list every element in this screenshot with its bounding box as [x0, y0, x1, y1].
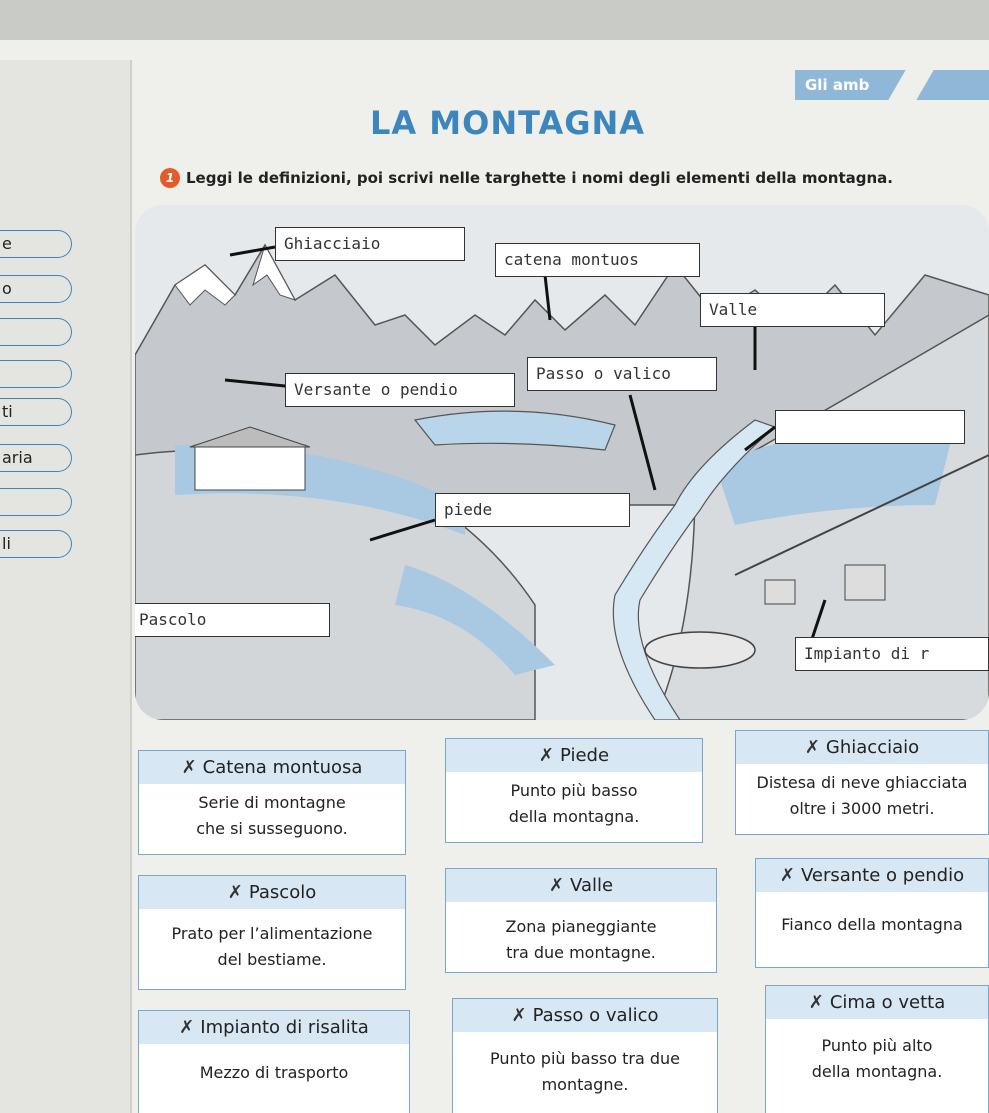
- card-line: montagne.: [541, 1075, 629, 1094]
- cross-mark-icon: ✗: [179, 1017, 195, 1038]
- exercise-number-badge: 1: [160, 168, 180, 188]
- card-title: Passo o valico: [532, 1005, 659, 1026]
- card-title: Pascolo: [248, 882, 317, 903]
- cross-mark-icon: ✗: [548, 875, 565, 896]
- card-line: Distesa di neve ghiacciata: [756, 773, 968, 792]
- cross-mark-icon: ✗: [804, 737, 820, 758]
- definition-card: [452, 998, 718, 1113]
- section-tab: Gli amb: [795, 70, 989, 100]
- label-impianto-di-risalita[interactable]: Impianto di r: [795, 637, 989, 671]
- cross-mark-icon: ✗: [808, 992, 824, 1013]
- label-valle[interactable]: Valle: [700, 293, 885, 327]
- card-line: Punto più basso tra due: [489, 1049, 680, 1068]
- cross-mark-icon: ✗: [511, 1005, 527, 1026]
- definition-card: [138, 750, 406, 855]
- card-line: della montagna.: [811, 1062, 943, 1081]
- left-page-edge: [0, 60, 132, 1113]
- definition-card: [735, 730, 989, 835]
- card-line: tra due montagne.: [506, 943, 656, 962]
- card-title: Piede: [560, 745, 610, 766]
- card-line: oltre i 3000 metri.: [789, 799, 935, 818]
- card-title: Impianto di risalita: [200, 1017, 369, 1038]
- left-fragment: e: [0, 230, 72, 258]
- card-line: Zona pianeggiante: [505, 917, 657, 936]
- label-versante-o-pendio[interactable]: Versante o pendio: [285, 373, 515, 407]
- cross-mark-icon: ✗: [181, 757, 197, 778]
- definition-card: [765, 985, 989, 1113]
- card-line: Prato per l’alimentazione: [171, 924, 373, 943]
- card-title: Valle: [570, 875, 614, 896]
- card-title: Cima o vetta: [829, 992, 946, 1013]
- definition-card: [138, 1010, 410, 1113]
- label-empty[interactable]: [775, 410, 965, 444]
- definition-card: [445, 738, 703, 843]
- mountain-illustration: [135, 205, 989, 720]
- card-line: della montagna.: [508, 807, 640, 826]
- card-line: Mezzo di trasporto: [199, 1063, 349, 1082]
- card-title: Catena montuosa: [202, 757, 363, 778]
- cross-mark-icon: ✗: [538, 745, 555, 766]
- left-fragment: [0, 360, 72, 388]
- card-line: Punto più basso: [510, 781, 638, 800]
- exercise-instruction: [160, 168, 893, 188]
- definition-card: [755, 858, 989, 968]
- card-line: Serie di montagne: [198, 793, 346, 812]
- left-fragment: aria: [0, 444, 72, 472]
- left-fragment: [0, 318, 72, 346]
- card-title: Versante o pendio: [800, 865, 965, 886]
- cross-mark-icon: ✗: [779, 865, 795, 886]
- card-line: Fianco della montagna: [781, 915, 963, 934]
- instruction-text: Leggi le definizioni, poi scrivi nelle targhette i nomi degli elementi della montagna.: [186, 169, 894, 187]
- left-fragment: li: [0, 530, 72, 558]
- card-line: del bestiame.: [217, 950, 327, 969]
- left-fragment: o: [0, 275, 72, 303]
- label-catena-montuosa[interactable]: catena montuos: [495, 243, 700, 277]
- card-title: Ghiacciaio: [825, 737, 920, 758]
- label-passo-o-valico[interactable]: Passo o valico: [527, 357, 717, 391]
- left-fragment: [0, 488, 72, 516]
- label-ghiacciaio[interactable]: Ghiacciaio: [275, 227, 465, 261]
- definition-card: [138, 875, 406, 990]
- card-line: Punto più alto: [821, 1036, 933, 1055]
- card-line: che si susseguono.: [196, 819, 348, 838]
- left-fragment: ti: [0, 398, 72, 426]
- label-pascolo[interactable]: Pascolo: [135, 603, 330, 637]
- page-title: LA MONTAGNA: [370, 104, 646, 142]
- definition-card: [445, 868, 717, 973]
- cross-mark-icon: ✗: [227, 882, 243, 903]
- label-piede[interactable]: piede: [435, 493, 630, 527]
